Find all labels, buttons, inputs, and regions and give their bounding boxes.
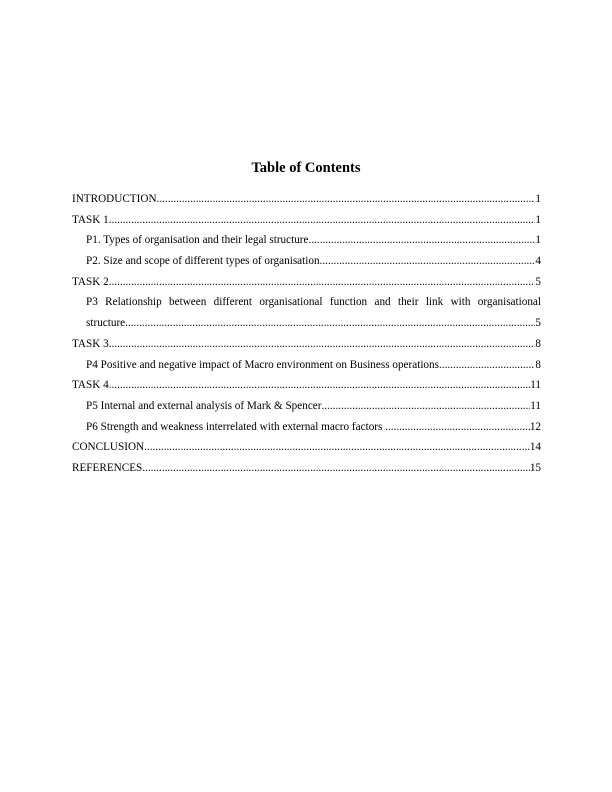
toc-entry-page: 12 [529,420,541,433]
toc-entry-label: P5 Internal and external analysis of Mark & Spencer [86,399,322,412]
toc-entry-label-line1: P3 Relationship between different organisational function and their link with organisational [86,296,541,309]
toc-entry-references[interactable] [72,458,541,479]
toc-entry-task-2[interactable] [72,272,541,293]
dot-leader [320,251,536,272]
dot-leader [109,334,536,355]
toc-entry-p3[interactable] [72,292,541,333]
toc-entry-label: REFERENCES [72,461,143,474]
toc-entry-label: TASK 3 [72,337,109,350]
toc-entry-p5[interactable] [72,396,541,417]
dot-leader [125,313,535,334]
toc-entry-label: CONCLUSION [72,441,145,454]
dot-leader [109,375,531,396]
toc-entry-page: 5 [535,275,541,288]
toc-entry-label: TASK 2 [72,275,109,288]
dot-leader [321,396,530,417]
dot-leader [309,230,536,251]
toc-entry-task-3[interactable] [72,334,541,355]
toc-entry-conclusion[interactable] [72,437,541,458]
toc-entry-page: 15 [529,461,541,474]
dot-leader [109,210,536,231]
toc-entry-p6[interactable] [72,417,541,438]
dot-leader [142,458,530,479]
dot-leader [385,417,530,438]
toc-entry-page: 4 [535,255,541,268]
toc-entry-page: 1 [535,193,541,205]
toc-entry-page: 1 [535,234,541,247]
toc-entry-page: 8 [535,358,541,371]
dot-leader [109,272,536,293]
toc-entry-p4[interactable] [72,355,541,376]
toc-entry-label: TASK 4 [72,379,109,392]
dot-leader [157,189,536,210]
toc-title: Table of Contents [251,160,361,176]
toc-entry-label: P4 Positive and negative impact of Macro environment on Business operations [86,358,439,371]
toc-entry-label: P1. Types of organisation and their legal structure [86,234,309,247]
toc-entry-task-4[interactable] [72,375,541,396]
toc-entry-page: 8 [535,337,541,350]
toc-entry-task-1[interactable] [72,210,541,231]
toc-entry-page: 5 [535,317,541,330]
toc-entry-page: 11 [530,379,541,392]
toc-entry-page: 14 [529,441,541,454]
toc-entry-label: INTRODUCTION [72,193,157,205]
toc-entry-page: 1 [535,213,541,226]
toc-entry-p2[interactable] [72,251,541,272]
dot-leader [144,437,530,458]
toc-entry-page: 11 [530,399,541,412]
dot-leader [439,355,535,376]
toc-entry-introduction[interactable] [72,189,541,210]
toc-entry-label: P2. Size and scope of different types of organisation [86,255,320,268]
table-of-contents [72,189,541,479]
toc-entry-label-line2: structure [86,317,126,330]
toc-entry-label: TASK 1 [72,213,109,226]
toc-entry-label: P6 Strength and weakness interrelated with external macro factors [86,420,386,433]
toc-entry-p1[interactable] [72,230,541,251]
